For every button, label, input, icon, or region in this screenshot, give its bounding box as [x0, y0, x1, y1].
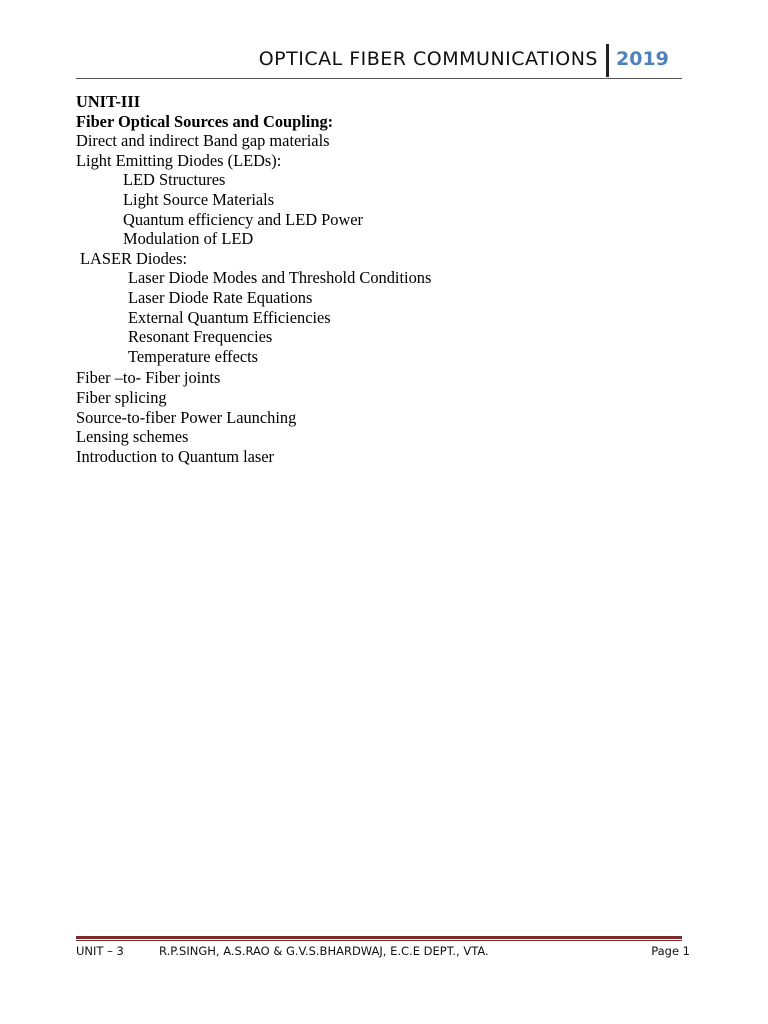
list-subitem: External Quantum Efficiencies	[128, 307, 331, 327]
document-body	[76, 92, 696, 466]
list-subitem: Quantum efficiency and LED Power	[123, 209, 364, 229]
footer-unit: UNIT – 3	[76, 944, 124, 958]
list-item: Direct and indirect Band gap materials	[76, 131, 330, 151]
list-item: Fiber splicing	[76, 387, 167, 407]
list-item: Light Emitting Diodes (LEDs):	[76, 150, 282, 170]
header-title: OPTICAL FIBER COMMUNICATIONS	[258, 48, 598, 70]
section-heading: Fiber Optical Sources and Coupling:	[76, 111, 334, 131]
page-number: Page 1	[651, 944, 690, 958]
list-item: Source-to-fiber Power Launching	[76, 407, 297, 427]
header-year: 2019	[616, 48, 669, 70]
list-item: LASER Diodes:	[80, 248, 187, 268]
list-subitem: Light Source Materials	[123, 189, 275, 209]
list-item: Fiber –to- Fiber joints	[76, 368, 221, 388]
list-subitem: Laser Diode Modes and Threshold Conditions	[128, 268, 432, 288]
page-footer	[76, 944, 690, 962]
list-subitem: Resonant Frequencies	[128, 327, 273, 347]
list-subitem: LED Structures	[123, 170, 226, 190]
footer-rule-thick	[76, 936, 682, 939]
footer-rule-thin	[76, 940, 682, 941]
list-subitem: Temperature effects	[128, 346, 259, 366]
header-separator	[606, 44, 609, 77]
list-item: Lensing schemes	[76, 427, 189, 447]
list-subitem: Modulation of LED	[123, 229, 254, 249]
list-item: Introduction to Quantum laser	[76, 446, 275, 466]
unit-title: UNIT-III	[76, 92, 141, 111]
list-subitem: Laser Diode Rate Equations	[128, 287, 313, 307]
footer-authors: R.P.SINGH, A.S.RAO & G.V.S.BHARDWAJ, E.C.E DEPT., VTA.	[159, 944, 489, 958]
page-header	[0, 40, 768, 80]
header-rule	[76, 78, 682, 79]
